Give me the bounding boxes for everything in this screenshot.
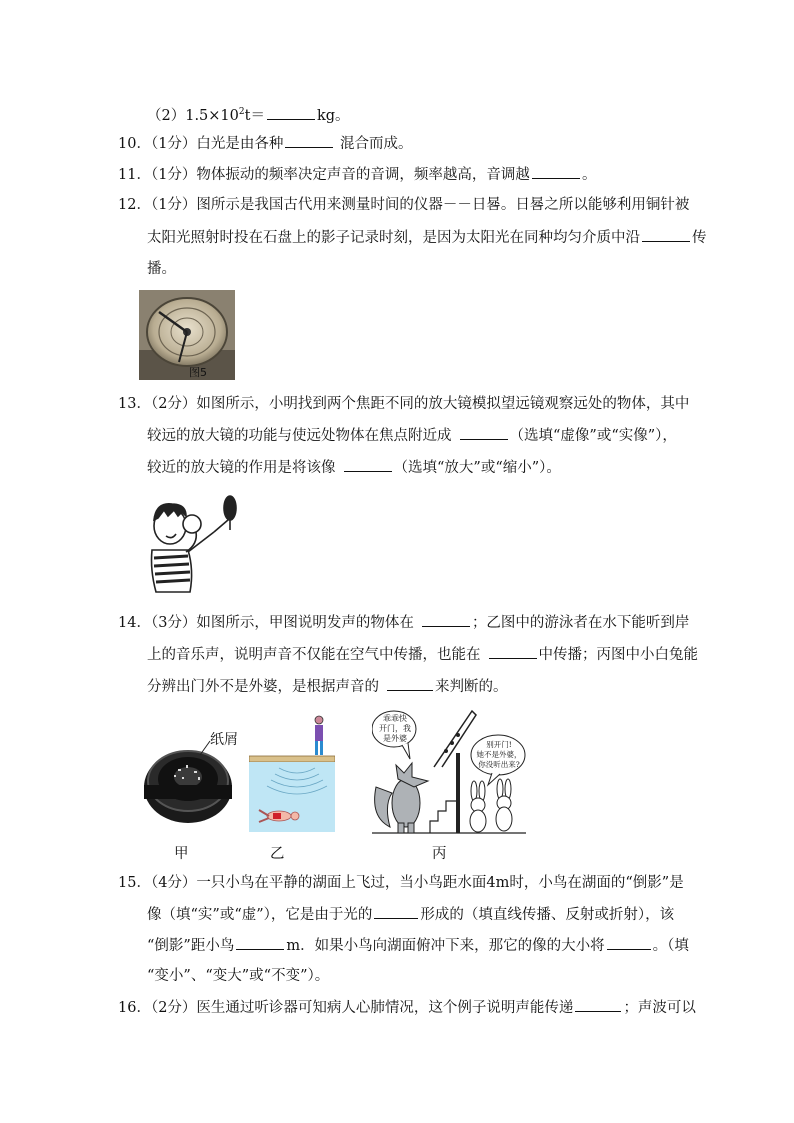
- question-15-line-1: 15．（4分）一只小鸟在平静的湖面上飞过，当小鸟距水面4m时，小鸟在湖面的“倒影”是: [118, 875, 684, 891]
- question-10: 10．（1分）白光是由各种 混合而成。: [118, 133, 413, 154]
- question-13-line-1: 13．（2分）如图所示，小明找到两个焦距不同的放大镜模拟望远镜观察远处的物体，其中: [118, 396, 690, 412]
- sundial-icon: [139, 290, 235, 380]
- speaker-figure: [140, 725, 245, 830]
- answer-blank[interactable]: [532, 164, 580, 179]
- question-12-line-3: 播。: [147, 261, 176, 277]
- question-13-line-3: 较近的放大镜的作用是将该像 （选填“放大”或“缩小”）。: [147, 457, 561, 478]
- boy-telescope-figure: [142, 490, 238, 594]
- answer-blank[interactable]: [344, 457, 392, 472]
- rabbit-speech-bubble: 别开门! 她不是外婆， 你没听出来?: [476, 740, 522, 769]
- answer-blank[interactable]: [285, 133, 333, 148]
- swimmer-icon: [249, 712, 335, 832]
- question-11: 11．（1分）物体振动的频率决定声音的音调，频率越高，音调越 。: [118, 164, 596, 185]
- answer-blank[interactable]: [575, 997, 621, 1012]
- question-14-line-1: 14．（3分）如图所示，甲图说明发声的物体在 ；乙图中的游泳者在水下能听到岸: [118, 612, 689, 633]
- answer-blank[interactable]: [374, 904, 418, 919]
- answer-blank[interactable]: [460, 425, 508, 440]
- answer-blank[interactable]: [422, 612, 470, 627]
- answer-blank[interactable]: [607, 935, 651, 950]
- wolf-rabbits-figure: [372, 707, 526, 835]
- swimmer-figure: [249, 712, 335, 832]
- sundial-figure: [139, 290, 235, 380]
- question-14-line-2: 上的音乐声，说明声音不仅能在空气中传播，也能在 中传播；丙图中小白兔能: [147, 644, 698, 665]
- boy-with-magnifiers-icon: [142, 490, 238, 594]
- question-15-line-2: 像（填“实”或“虚”），它是由于光的 形成的（填直线传播、反射或折射），该: [147, 904, 674, 925]
- caption-bing: 丙: [432, 846, 447, 862]
- answer-blank[interactable]: [236, 935, 284, 950]
- question-15-line-3: “倒影”距小鸟 m．如果小鸟向湖面俯冲下来，那它的像的大小将 。（填: [147, 935, 689, 956]
- caption-jia: 甲: [174, 846, 189, 862]
- answer-blank[interactable]: [489, 644, 537, 659]
- question-13-line-2: 较远的放大镜的功能与使远处物体在焦点附近成 （选填“虚像”或“实像”），: [147, 425, 677, 446]
- answer-blank[interactable]: [387, 676, 433, 691]
- question-14-line-3: 分辨出门外不是外婆，是根据声音的 来判断的。: [147, 676, 508, 697]
- question-16-line-1: 16．（2分）医生通过听诊器可知病人心肺情况，这个例子说明声能传递 ；声波可以: [118, 997, 696, 1018]
- answer-blank[interactable]: [642, 227, 690, 242]
- question-9-part-2: $(2)1.5\times 10^2t=$ kg。: [147, 107, 350, 124]
- figure-label: 图5: [189, 366, 207, 379]
- question-15-line-4: “变小”、“变大”或“不变”）。: [147, 968, 330, 984]
- question-12-line-1: 12．（1分）图所示是我国古代用来测量时间的仪器－－日晷。日晷之所以能够利用铜针被: [118, 197, 690, 213]
- paper-scraps-label: 纸屑: [210, 732, 238, 748]
- caption-yi: 乙: [270, 846, 285, 862]
- wolf-speech-bubble: 乖乖快 开门，我 是外婆: [379, 714, 411, 743]
- answer-blank[interactable]: [267, 105, 315, 120]
- question-12-line-2: 太阳光照射时投在石盘上的影子记录时刻，是因为太阳光在同种均匀介质中沿 传: [147, 227, 707, 248]
